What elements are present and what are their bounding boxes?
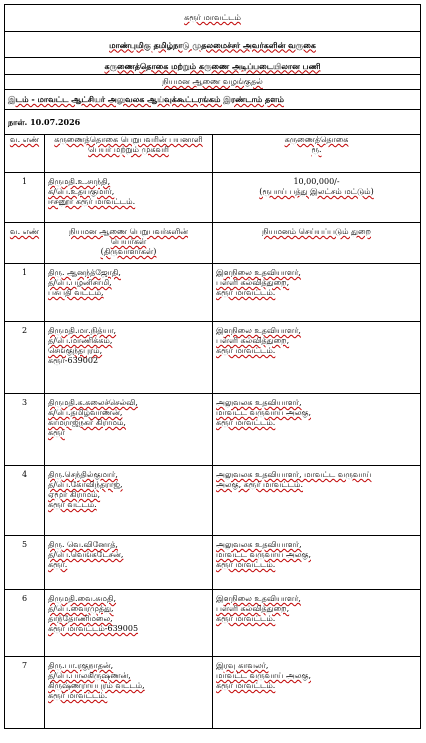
recipient-name: திருமதி.மா.நித்யா, த/பெ.மாணிக்கம், செங்குந்தபுரம், கரூர்-639002: [45, 322, 213, 394]
amount-value: 10,00,000/- (ரூபாய் பத்து இலட்சம் மட்டும்): [213, 173, 421, 223]
recipient-name: திரு. ஆனந்த்ஜோதி, த/பெ.பழனிசாமி, பசுபதி வட்டம்,: [45, 264, 213, 322]
venue-line: இடம் - மாவட்ட ஆட்சியர் அலுவலக ஆய்வுக்கூட்டரங்கம் இரண்டாம் தளம்: [5, 90, 421, 110]
col-amount-header: கருணைத்தொகை ரூ.: [213, 135, 421, 173]
table-row: [5, 590, 421, 657]
recipient-name: திரு.செந்தில்குமார், த/பெ.கோவிந்தராஜ், ஏமூர் கிராமம், கரூர் வட்டம்.: [45, 466, 213, 536]
recipient-name: திருமதி.க.கலைச்செல்வி, க/பெ.தமிழ்வாணன், காமராஜ்நகர் கிராமம், கரூர்: [45, 394, 213, 466]
table-row: [5, 322, 421, 394]
department: இளநிலை உதவியாளர், பள்ளி கல்வித்துறை, கரூர் மாவட்டம்.: [213, 590, 421, 657]
header-table: [4, 4, 421, 135]
appointment-table: [4, 222, 421, 729]
beneficiary-address: திருமதி.உ.சாந்தி, க/பெ.உதயகுமார், ஈசனூர் கரூர் மாவட்டம்.: [45, 173, 213, 223]
recipient-name: திரு.பா.ரகுநாதன், த/பெ.பாலகிருஷ்ணன், கிருஷ்ணராயபுரம் வட்டம், கரூர் மாவட்டம்.: [45, 657, 213, 729]
table-row: [5, 264, 421, 322]
order-document: [4, 4, 420, 729]
recipient-name: திரு. வெ.வினோத், த/பெ.வெங்கடேசன், கரூர்.: [45, 536, 213, 590]
row-number: 3: [5, 394, 45, 466]
row-number: 4: [5, 466, 45, 536]
recipient-name: திருமதி.வை.சுமதி, த/பெ.வைரமுத்து, தாந்தோணிமலை, கரூர் மாவட்டம்-639005: [45, 590, 213, 657]
department: அலுவலக உதவியாளர், மாவட்ட வருவாய் அலகு, கரூர் மாவட்டம்.: [213, 394, 421, 466]
table-row: [5, 657, 421, 729]
row-number: 6: [5, 590, 45, 657]
visit-title: மாண்புமிகு தமிழ்நாடு முதலமைச்சர் அவர்களின் வருகை: [5, 32, 421, 58]
table-row: [5, 173, 421, 223]
row-number: 7: [5, 657, 45, 729]
district-heading: கரூர் மாவட்டம்: [5, 5, 421, 32]
table-row: [5, 466, 421, 536]
date-line: நாள். 10.07.2026: [5, 110, 421, 135]
row-number: 1: [5, 173, 45, 223]
row-number: 2: [5, 322, 45, 394]
row-number: 1: [5, 264, 45, 322]
compassion-header-row: [5, 135, 421, 173]
department: அலுவலக உதவியாளர், மாவட்ட வருவாய் அலகு, கரூர் மாவட்டம்.: [213, 536, 421, 590]
scheme-title: கருணைத்தொகை மற்றும் கருணை அடிப்படையிலான பணி: [5, 58, 421, 75]
compassion-table: [4, 134, 421, 223]
appointment-header-row: [5, 223, 421, 264]
order-title: நியமன ஆணை வழங்குதல்: [5, 75, 421, 90]
department: இளநிலை உதவியாளர், பள்ளி கல்வித்துறை, கரூர் மாவட்டம்.: [213, 264, 421, 322]
table-row: [5, 394, 421, 466]
col-recipient-header: நியமன ஆணை பெறுபவர்களின் பெயர்கள் (திருவாளர்கள்): [45, 223, 213, 264]
table-row: [5, 536, 421, 590]
department: இரவு காவலர், மாவட்ட வருவாய் அலகு, கரூர் மாவட்டம்.: [213, 657, 421, 729]
col-no-header: வ. எண்: [5, 223, 45, 264]
department: இளநிலை உதவியாளர், பள்ளி கல்வித்துறை, கரூர் மாவட்டம்.: [213, 322, 421, 394]
col-department-header: நியமனம் செய்யப்படும் துறை: [213, 223, 421, 264]
department: அலுவலக உதவியாளர், மாவட்ட வருவாய் அலகு, கரூர் மாவட்டம்.: [213, 466, 421, 536]
col-no-header: வ. எண்: [5, 135, 45, 173]
row-number: 5: [5, 536, 45, 590]
col-beneficiary-header: கருணைத்தொகை பெறுபவரின் பயனாளி பெயர் மற்றும் முகவரி: [45, 135, 213, 173]
